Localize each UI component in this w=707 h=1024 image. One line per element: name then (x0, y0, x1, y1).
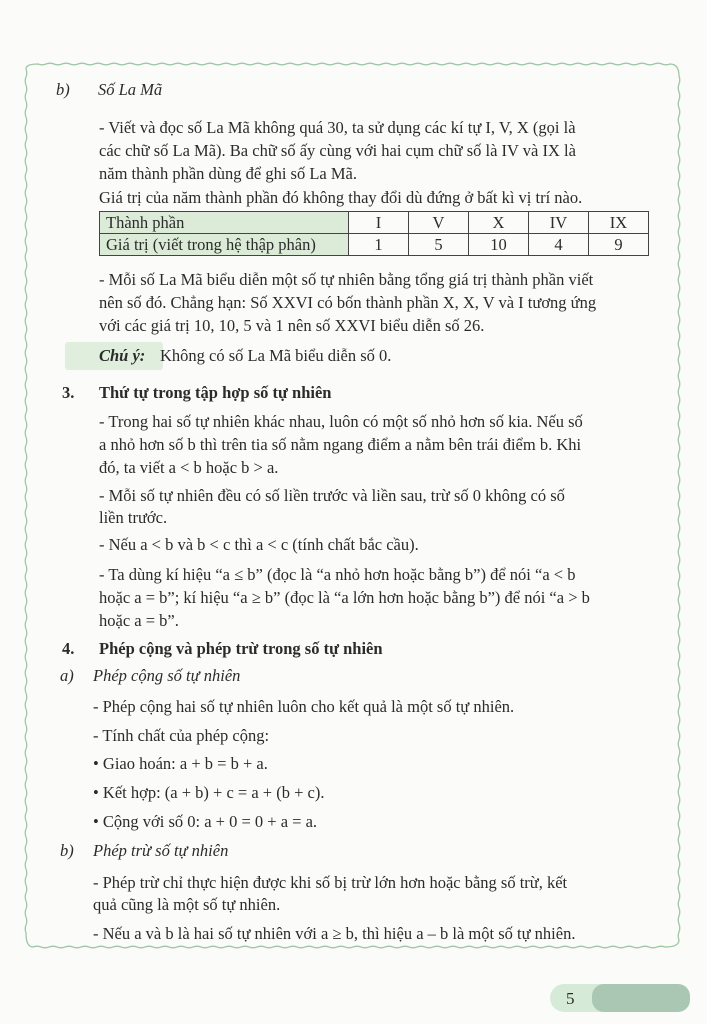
paragraph-line: năm thành phần dùng để ghi số La Mã. (99, 164, 357, 183)
paragraph-line: liền trước. (99, 508, 168, 527)
table-row (100, 234, 649, 256)
page-number: 5 (566, 989, 575, 1008)
bullet-item: • Cộng với số 0: a + 0 = 0 + a = a. (93, 812, 318, 831)
section-number: 3. (62, 383, 75, 402)
subsection-label: a) (60, 666, 74, 685)
table-header-cell: Thành phần (100, 212, 349, 234)
paragraph-line: hoặc a = b”. (99, 611, 179, 630)
page-tab-dark (592, 984, 690, 1012)
table-cell: I (349, 212, 409, 234)
table-row (100, 212, 649, 234)
table-cell: 4 (529, 234, 589, 256)
subsection-title: Phép trừ số tự nhiên (93, 841, 229, 860)
subsection-label: b) (60, 841, 74, 860)
paragraph-line: Giá trị của năm thành phần đó không thay đổi dù đứng ở bất kì vị trí nào. (99, 188, 583, 207)
paragraph-line: - Tính chất của phép cộng: (93, 726, 270, 745)
table-cell: V (409, 212, 469, 234)
paragraph-line: - Phép trừ chỉ thực hiện được khi số bị trừ lớn hơn hoặc bằng số trừ, kết (93, 873, 568, 892)
section-title: Phép cộng và phép trừ trong số tự nhiên (99, 639, 383, 658)
paragraph-line: a nhỏ hơn số b thì trên tia số nằm ngang điểm a nằm bên trái điểm b. Khi (99, 435, 582, 454)
paragraph-line: - Viết và đọc số La Mã không quá 30, ta sử dụng các kí tự I, V, X (gọi là (99, 118, 576, 137)
table-cell: IV (529, 212, 589, 234)
paragraph-line: - Ta dùng kí hiệu “a ≤ b” (đọc là “a nhỏ hơn hoặc bằng b”) để nói “a < b (99, 565, 576, 584)
paragraph-line: các chữ số La Mã). Ba chữ số ấy cùng với hai cụm chữ số là IV và IX là (99, 141, 576, 160)
table-cell: 10 (469, 234, 529, 256)
paragraph-line: - Phép cộng hai số tự nhiên luôn cho kết quả là một số tự nhiên. (93, 697, 515, 716)
paragraph-line: - Mỗi số La Mã biểu diễn một số tự nhiên bằng tổng giá trị thành phần viết (99, 270, 594, 289)
table-cell: 1 (349, 234, 409, 256)
paragraph-line: - Mỗi số tự nhiên đều có số liền trước và liền sau, trừ số 0 không có số (99, 486, 565, 505)
paragraph-line: - Trong hai số tự nhiên khác nhau, luôn có một số nhỏ hơn số kia. Nếu số (99, 412, 583, 431)
paragraph-line: quả cũng là một số tự nhiên. (93, 895, 281, 914)
table-header-cell: Giá trị (viết trong hệ thập phân) (100, 234, 349, 256)
table-cell: X (469, 212, 529, 234)
table-cell: IX (589, 212, 649, 234)
paragraph-line: hoặc a = b”; kí hiệu “a ≥ b” (đọc là “a lớn hơn hoặc bằng b”) để nói “a > b (99, 588, 590, 607)
table-cell: 5 (409, 234, 469, 256)
section-label: b) (56, 80, 70, 99)
section-title: Số La Mã (98, 80, 163, 99)
subsection-title: Phép cộng số tự nhiên (93, 666, 241, 685)
table-cell: 9 (589, 234, 649, 256)
section-title: Thứ tự trong tập hợp số tự nhiên (99, 383, 332, 402)
paragraph-line: - Nếu a < b và b < c thì a < c (tính chất bắc cầu). (99, 535, 419, 554)
roman-numeral-table (99, 211, 649, 256)
note-text: Không có số La Mã biểu diễn số 0. (160, 346, 392, 365)
bullet-item: • Giao hoán: a + b = b + a. (93, 754, 268, 773)
bullet-item: • Kết hợp: (a + b) + c = a + (b + c). (93, 783, 325, 802)
paragraph-line: nên số đó. Chẳng hạn: Số XXVI có bốn thành phần X, X, V và I tương ứng (99, 293, 597, 312)
paragraph-line: với các giá trị 10, 10, 5 và 1 nên số XXVI biểu diễn số 26. (99, 316, 485, 335)
paragraph-line: đó, ta viết a < b hoặc b > a. (99, 458, 279, 477)
note-label: Chú ý: (99, 346, 146, 365)
paragraph-line: - Nếu a và b là hai số tự nhiên với a ≥ b, thì hiệu a – b là một số tự nhiên. (93, 924, 576, 943)
section-number: 4. (62, 639, 75, 658)
